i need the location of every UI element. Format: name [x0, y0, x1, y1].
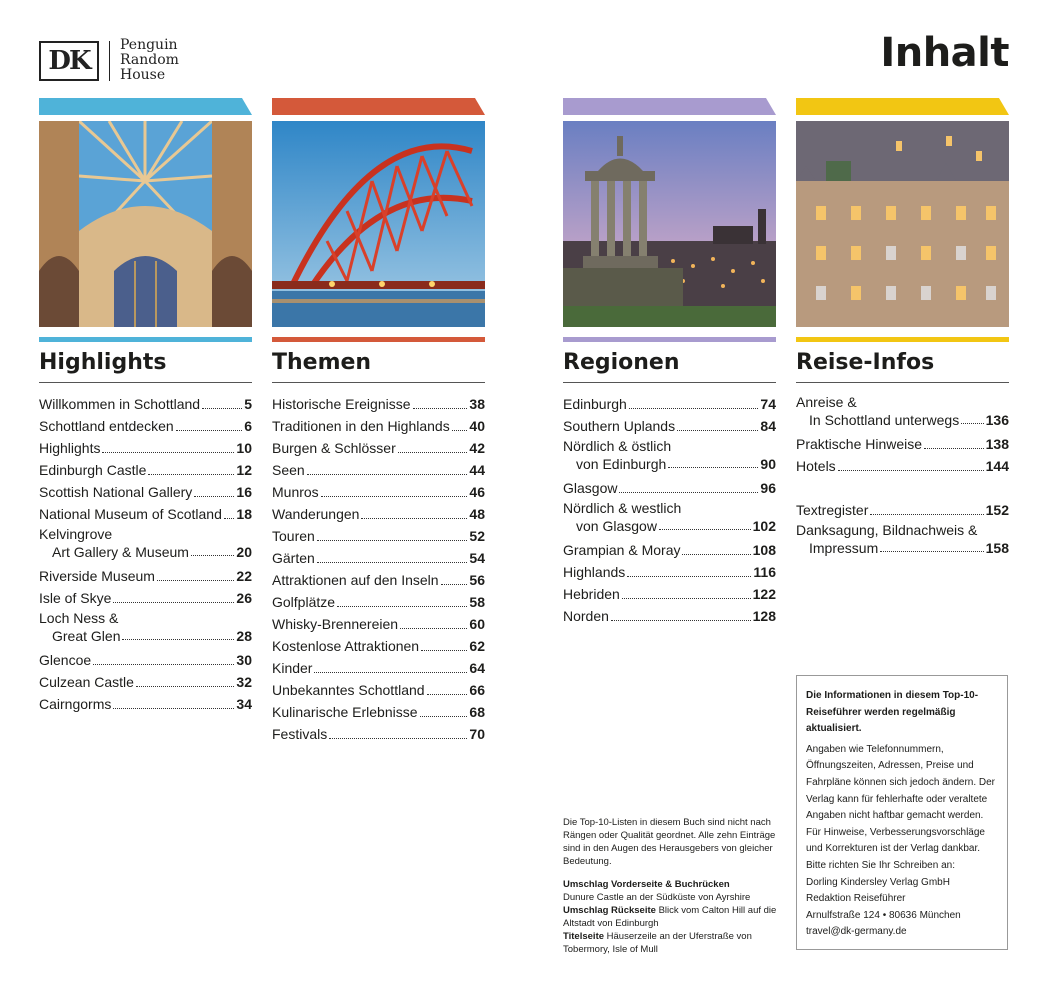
- entry-page: 30: [236, 652, 252, 668]
- toc-entry[interactable]: [272, 657, 485, 679]
- themen-photo: [272, 121, 485, 327]
- toc-entry[interactable]: [272, 393, 485, 415]
- section-title: Regionen: [563, 350, 680, 375]
- entry-title: Hebriden: [563, 586, 620, 602]
- entry-page: 128: [752, 608, 776, 624]
- entry-page: 20: [236, 544, 252, 560]
- note-text: Häuserzeile an der Uferstraße von Tobermory, Isle of Mull: [563, 931, 752, 955]
- entry-title: Schottland entdecken: [39, 418, 174, 434]
- entry-page: 70: [469, 726, 485, 742]
- entry-title: Glencoe: [39, 652, 92, 668]
- info-heading: Die Informationen in diesem Top-10-Reiseführer werden regelmäßig aktualisiert.: [806, 690, 979, 735]
- highlights-photo: [39, 121, 252, 327]
- entry-title: Highlands: [563, 564, 626, 580]
- toc-entry[interactable]: [39, 393, 252, 415]
- entry-page: 34: [236, 696, 252, 712]
- publisher-line: Penguin: [120, 37, 178, 53]
- toc-entry[interactable]: [272, 701, 485, 723]
- toc-entry[interactable]: [272, 481, 485, 503]
- entry-title: In Schottland unterwegs: [809, 412, 960, 428]
- toc-entry[interactable]: [39, 649, 252, 671]
- toc-entry[interactable]: [39, 587, 252, 609]
- entry-page: 64: [469, 660, 485, 676]
- toc-entry[interactable]: [563, 415, 776, 437]
- toc-entry[interactable]: [39, 481, 252, 503]
- entry-title: Kinder: [272, 660, 313, 676]
- section-reise-infos: [796, 98, 1009, 561]
- entry-title: Attraktionen auf den Inseln: [272, 572, 439, 588]
- section-rule: [272, 382, 485, 383]
- entry-title-line: Nördlich & östlich: [563, 438, 672, 454]
- entry-title: Glasgow: [563, 480, 618, 496]
- color-tab: [796, 98, 1009, 115]
- entry-title: Kostenlose Attraktionen: [272, 638, 420, 654]
- entry-title: Whisky-Brennereien: [272, 616, 399, 632]
- entry-title: Touren: [272, 528, 315, 544]
- entry-page: 58: [469, 594, 485, 610]
- section-rule: [796, 382, 1009, 383]
- entry-page: 6: [244, 418, 252, 434]
- entry-title: Southern Uplands: [563, 418, 676, 434]
- entry-page: 62: [469, 638, 485, 654]
- color-tab: [39, 98, 252, 115]
- entry-page: 5: [244, 396, 252, 412]
- address-line: Dorling Kindersley Verlag GmbH: [806, 876, 950, 888]
- entry-page: 74: [760, 396, 776, 412]
- entry-title: Munros: [272, 484, 319, 500]
- entry-title: Praktische Hinweise: [796, 436, 923, 452]
- entry-page: 10: [236, 440, 252, 456]
- toc-entry[interactable]: [796, 455, 1009, 477]
- section-regionen: [563, 98, 776, 627]
- entry-title: Scottish National Gallery: [39, 484, 193, 500]
- color-tab: [272, 98, 485, 115]
- entry-title: Seen: [272, 462, 305, 478]
- entry-page: 46: [469, 484, 485, 500]
- entry-title: Wanderungen: [272, 506, 360, 522]
- note-label: Titelseite: [563, 931, 605, 942]
- toc-entry[interactable]: [39, 503, 252, 525]
- entry-title-line: Loch Ness &: [39, 610, 119, 626]
- email-link[interactable]: travel@dk-germany.de: [806, 926, 907, 938]
- toc-entry[interactable]: [39, 525, 252, 561]
- entry-page: 28: [236, 628, 252, 644]
- address-line: Arnulfstraße 124 • 80636 München: [806, 909, 961, 921]
- publisher-line: Random: [120, 52, 179, 68]
- note-text: Blick vom Calton Hill auf die Altstadt von Edinburgh: [563, 905, 777, 929]
- entry-title: Kulinarische Erlebnisse: [272, 704, 418, 720]
- toc-entry[interactable]: [563, 539, 776, 561]
- toc-entry[interactable]: [39, 671, 252, 693]
- toc-entry[interactable]: [563, 499, 776, 535]
- dk-mark: DK: [39, 41, 99, 81]
- entry-title: Unbekanntes Schottland: [272, 682, 425, 698]
- entry-title: Hotels: [796, 458, 836, 474]
- page-title: Inhalt: [880, 30, 1009, 76]
- entry-page: 138: [985, 436, 1009, 452]
- toc-list: [39, 393, 252, 715]
- publisher-name: [120, 38, 179, 83]
- entry-page: 22: [236, 568, 252, 584]
- toc-entry[interactable]: [39, 437, 252, 459]
- color-tab: [563, 98, 776, 115]
- toc-entry[interactable]: [563, 561, 776, 583]
- entry-page: 158: [985, 540, 1009, 556]
- toc-entry[interactable]: [39, 415, 252, 437]
- toc-entry[interactable]: [272, 525, 485, 547]
- entry-title: Art Gallery & Museum: [52, 544, 189, 560]
- cover-front-note: [563, 878, 788, 904]
- toc-entry[interactable]: [563, 477, 776, 499]
- spacer: [796, 477, 1009, 499]
- entry-page: 68: [469, 704, 485, 720]
- toc-entry[interactable]: [272, 679, 485, 701]
- entry-page: 136: [985, 412, 1009, 428]
- reise-photo: [796, 121, 1009, 327]
- entry-title: Grampian & Moray: [563, 542, 681, 558]
- entry-title: Culzean Castle: [39, 674, 134, 690]
- color-bar: [39, 337, 252, 342]
- entry-title: Historische Ereignisse: [272, 396, 411, 412]
- toc-list: [796, 393, 1009, 557]
- entry-title: Burgen & Schlösser: [272, 440, 396, 456]
- info-contact-intro: Bitte richten Sie Ihr Schreiben an:: [806, 859, 955, 871]
- entry-title: Cairngorms: [39, 696, 112, 712]
- toc-entry[interactable]: [272, 547, 485, 569]
- entry-title: Edinburgh: [563, 396, 627, 412]
- entry-title-line: Kelvingrove: [39, 526, 113, 542]
- entry-title: von Glasgow: [576, 518, 657, 534]
- entry-title: Isle of Skye: [39, 590, 112, 606]
- info-body: Angaben wie Telefonnummern, Öffnungszeiten, Adressen, Preise und Fahrpläne können sich jedoch ändern. Der Verlag kann für fehlerhafte oder veraltete Angaben nicht haftbar gemacht werden. Für Hinweise, Verbesserungsvorschläge und Korrekturen ist der Verlag dankbar.: [806, 743, 996, 855]
- entry-page: 12: [236, 462, 252, 478]
- section-title: Highlights: [39, 350, 167, 375]
- toc-entry[interactable]: [796, 393, 1009, 429]
- entry-page: 108: [752, 542, 776, 558]
- entry-page: 152: [985, 502, 1009, 518]
- entry-page: 32: [236, 674, 252, 690]
- toc-entry[interactable]: [39, 609, 252, 645]
- toc-entry[interactable]: [796, 521, 1009, 557]
- toc-entry[interactable]: [563, 437, 776, 473]
- entry-page: 56: [469, 572, 485, 588]
- entry-title: Gärten: [272, 550, 315, 566]
- section-title: Themen: [272, 350, 372, 375]
- entry-page: 144: [985, 458, 1009, 474]
- entry-title: Great Glen: [52, 628, 121, 644]
- update-info-box: [796, 675, 1008, 950]
- section-title: Reise-Infos: [796, 350, 935, 375]
- entry-title-line: Anreise &: [796, 394, 857, 410]
- dk-logo: [39, 38, 179, 83]
- entry-page: 18: [236, 506, 252, 522]
- entry-page: 122: [752, 586, 776, 602]
- entry-page: 116: [753, 564, 776, 580]
- toc-entry[interactable]: [563, 393, 776, 415]
- toc-list: [563, 393, 776, 627]
- section-themen: [272, 98, 485, 745]
- entry-title: Willkommen in Schottland: [39, 396, 201, 412]
- toc-entry[interactable]: [39, 459, 252, 481]
- entry-page: 60: [469, 616, 485, 632]
- entry-page: 38: [469, 396, 485, 412]
- entry-page: 90: [760, 456, 776, 472]
- toc-entry[interactable]: [796, 433, 1009, 455]
- toc-entry[interactable]: [796, 499, 1009, 521]
- note-label: Umschlag Rückseite: [563, 905, 656, 916]
- toc-entry[interactable]: [563, 605, 776, 627]
- entry-page: 96: [760, 480, 776, 496]
- toc-entry[interactable]: [272, 503, 485, 525]
- toc-entry[interactable]: [272, 459, 485, 481]
- note-label: Umschlag Vorderseite & Buchrücken: [563, 879, 730, 890]
- address-line: Redaktion Reiseführer: [806, 893, 906, 905]
- color-bar: [563, 337, 776, 342]
- cover-back-note: [563, 904, 788, 930]
- color-bar: [796, 337, 1009, 342]
- regionen-photo: [563, 121, 776, 327]
- toc-entry[interactable]: [563, 583, 776, 605]
- toc-entry[interactable]: [272, 613, 485, 635]
- entry-title-line: Nördlich & westlich: [563, 500, 682, 516]
- toc-entry[interactable]: [39, 565, 252, 587]
- section-rule: [563, 382, 776, 383]
- title-page-note: [563, 930, 788, 956]
- toc-entry[interactable]: [272, 415, 485, 437]
- entry-page: 26: [236, 590, 252, 606]
- entry-page: 102: [752, 518, 776, 534]
- ranking-note: Die Top-10-Listen in diesem Buch sind nicht nach Rängen oder Qualität geordnet. Alle zehn Einträge sind in den Augen des Herausgebers von gleicher Bedeutung.: [563, 817, 776, 867]
- note-text: Dunure Castle an der Südküste von Ayrshire: [563, 892, 751, 903]
- entry-page: 44: [469, 462, 485, 478]
- entry-title: Textregister: [796, 502, 869, 518]
- entry-page: 84: [760, 418, 776, 434]
- entry-title: Festivals: [272, 726, 328, 742]
- toc-entry[interactable]: [272, 635, 485, 657]
- entry-page: 16: [236, 484, 252, 500]
- toc-entry[interactable]: [272, 723, 485, 745]
- cover-notes: [563, 816, 788, 956]
- entry-title: Traditionen in den Highlands: [272, 418, 450, 434]
- entry-title: Norden: [563, 608, 609, 624]
- toc-entry[interactable]: [272, 591, 485, 613]
- color-bar: [272, 337, 485, 342]
- entry-title: Highlights: [39, 440, 101, 456]
- entry-title: von Edinburgh: [576, 456, 667, 472]
- entry-title: Impressum: [809, 540, 879, 556]
- entry-page: 40: [469, 418, 485, 434]
- toc-list: [272, 393, 485, 745]
- entry-page: 52: [469, 528, 485, 544]
- entry-page: 54: [469, 550, 485, 566]
- section-highlights: [39, 98, 252, 715]
- section-rule: [39, 382, 252, 383]
- entry-page: 66: [469, 682, 485, 698]
- logo-divider: [109, 41, 110, 81]
- entry-title: Edinburgh Castle: [39, 462, 147, 478]
- toc-entry[interactable]: [272, 437, 485, 459]
- entry-title: Riverside Museum: [39, 568, 155, 584]
- toc-entry[interactable]: [39, 693, 252, 715]
- entry-title: Golfplätze: [272, 594, 336, 610]
- entry-page: 42: [469, 440, 485, 456]
- toc-entry[interactable]: [272, 569, 485, 591]
- entry-title-line: Danksagung, Bildnachweis &: [796, 522, 978, 538]
- entry-title: National Museum of Scotland: [39, 506, 222, 522]
- entry-page: 48: [469, 506, 485, 522]
- publisher-line: House: [120, 67, 166, 83]
